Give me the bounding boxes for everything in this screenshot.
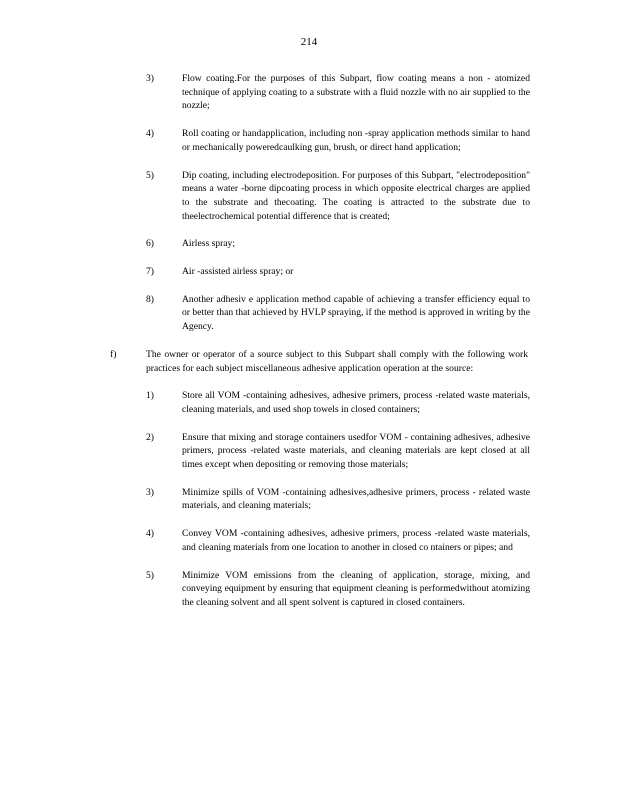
item-text: Flow coating.For the purposes of this Subpart, flow coating means a non - atomized technique of applying coating to a substrate with a fluid nozzle with no air supplied to the nozzle; [182, 73, 530, 112]
item-text: Air -assisted airless spray; or [182, 266, 294, 278]
list-item [0, 127, 618, 154]
item-marker: 5) [146, 169, 154, 181]
item-marker: 2) [146, 431, 154, 443]
item-marker: 1) [146, 390, 154, 402]
list-item [0, 265, 618, 279]
item-text: Convey VOM -containing adhesives, adhesive primers, process -related waste materials, and cleaning materials from one location to another in closed co ntainers or pipes; and [182, 528, 530, 553]
item-marker: 3) [146, 486, 154, 498]
item-text: Minimize spills of VOM -containing adhesives,adhesive primers, process - related waste materials, and cleaning materials; [182, 486, 530, 512]
page-content [0, 72, 618, 610]
list-item [0, 293, 618, 334]
list-item [0, 237, 618, 251]
item-text: Dip coating, including electrodeposition. For purposes of this Subpart, "electrodeposition" means a water -borne dipcoating process in which opposite electrical charges are applied to the substrate and thecoating. The coating is attracted to the substrate due to theelectrochemical potential difference that is created; [182, 169, 530, 222]
item-text: Airless spray; [182, 238, 236, 250]
list-item [0, 431, 618, 472]
item-marker: 7) [146, 266, 154, 278]
item-text: Minimize VOM emissions from the cleaning of application, storage, mixing, and conveying equipment by ensuring that equipment cleaning is performedwithout atomizing the cleaning solvent and all spent solvent is captured in closed containers. [182, 569, 530, 608]
item-marker: 8) [146, 293, 154, 305]
section-marker: f) [110, 348, 117, 360]
item-text: Another adhesiv e application method capable of achieving a transfer efficiency equal to or better than that achieved by HVLP spraying, if the method is approved in writing by the Agency. [182, 293, 530, 333]
list-item [0, 486, 618, 513]
page-number: 214 [300, 36, 318, 48]
item-marker: 4) [146, 528, 154, 540]
item-marker: 4) [146, 128, 154, 140]
item-text: Store all VOM -containing adhesives, adhesive primers, process -related waste materials, cleaning materials, and used shop towels in closed containers; [182, 390, 530, 415]
item-marker: 3) [146, 73, 154, 84]
list-item [0, 527, 618, 554]
item-marker: 6) [146, 238, 154, 250]
list-item [0, 72, 618, 113]
list-item [0, 569, 618, 610]
section-f [0, 348, 618, 375]
list-item [0, 389, 618, 416]
item-marker: 5) [146, 569, 154, 581]
list-item [0, 169, 618, 224]
item-text: Roll coating or handapplication, including non -spray application methods similar to hand or mechanically poweredcaulking gun, brush, or direct hand application; [182, 128, 530, 153]
item-text: Ensure that mixing and storage containers usedfor VOM - containing adhesives, adhesive primers, process -related waste materials, and cleaning materials are kept closed at all times except when depositing or removing those materials; [182, 431, 530, 471]
section-text: The owner or operator of a source subject to this Subpart shall comply with the following work practices for each subject miscellaneous adhesive application operation at the source: [146, 348, 528, 374]
